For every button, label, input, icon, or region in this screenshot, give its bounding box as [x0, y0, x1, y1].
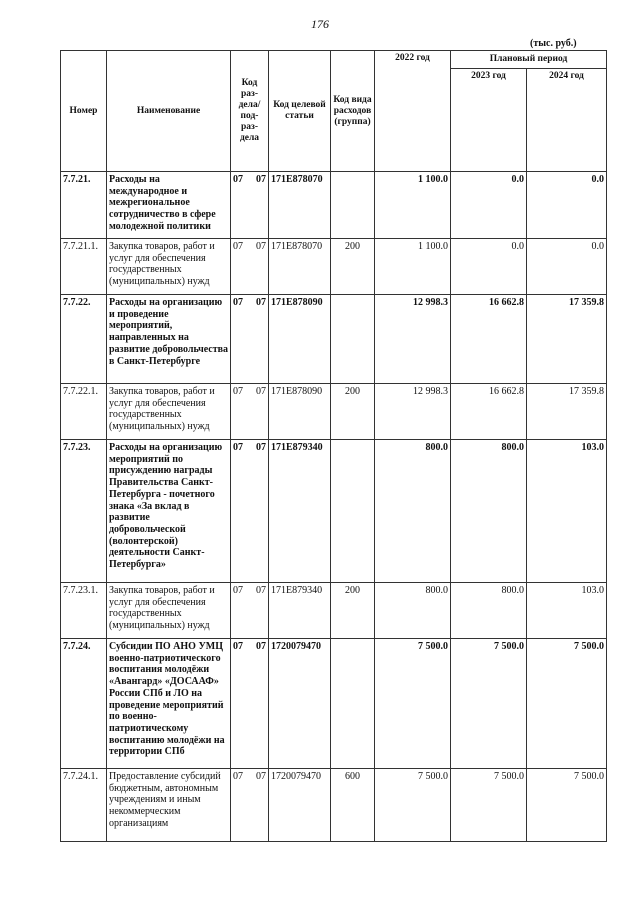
row-number: 7.7.23.1. — [61, 583, 107, 639]
row-section: 07 — [233, 771, 243, 782]
table-body — [61, 172, 607, 842]
row-section: 07 — [233, 386, 243, 397]
row-subsection: 07 — [256, 585, 266, 596]
table-row — [61, 639, 607, 769]
row-section-code — [231, 295, 269, 384]
row-target-code: 1720079470 — [269, 769, 331, 842]
budget-table — [60, 50, 607, 842]
row-name: Закупка товаров, работ и услуг для обеспечения государственных (муниципальных) нужд — [107, 239, 231, 295]
row-expense-type: 200 — [331, 239, 375, 295]
row-value-2022: 800.0 — [375, 583, 451, 639]
row-target-code: 171E879340 — [269, 440, 331, 583]
row-name: Предоставление субсидий бюджетным, автономным учреждениям и иным некоммерческим организациям — [107, 769, 231, 842]
row-subsection: 07 — [256, 771, 266, 782]
table-row — [61, 583, 607, 639]
row-section-code — [231, 384, 269, 440]
row-value-2022: 1 100.0 — [375, 239, 451, 295]
row-value-2022: 1 100.0 — [375, 172, 451, 239]
row-target-code: 171E878090 — [269, 384, 331, 440]
row-number: 7.7.22. — [61, 295, 107, 384]
row-subsection: 07 — [256, 174, 266, 185]
row-number: 7.7.24.1. — [61, 769, 107, 842]
row-value-2024: 103.0 — [527, 440, 607, 583]
row-subsection: 07 — [256, 241, 266, 252]
row-number: 7.7.21. — [61, 172, 107, 239]
row-value-2024: 0.0 — [527, 172, 607, 239]
table-row — [61, 769, 607, 842]
row-target-code: 171E878070 — [269, 239, 331, 295]
row-name: Расходы на организацию и проведение мероприятий, направленных на развитие добровольчества в Санкт-Петербурге — [107, 295, 231, 384]
row-value-2023: 16 662.8 — [451, 295, 527, 384]
row-section-code — [231, 639, 269, 769]
row-number: 7.7.21.1. — [61, 239, 107, 295]
header-year-2022: 2022 год — [375, 51, 451, 172]
row-section: 07 — [233, 297, 243, 308]
row-value-2022: 7 500.0 — [375, 639, 451, 769]
row-value-2022: 12 998.3 — [375, 384, 451, 440]
row-section: 07 — [233, 174, 243, 185]
header-year-2024: 2024 год — [527, 69, 607, 172]
row-value-2023: 0.0 — [451, 239, 527, 295]
row-expense-type — [331, 440, 375, 583]
row-target-code: 171E878070 — [269, 172, 331, 239]
row-expense-type — [331, 639, 375, 769]
header-year-2023: 2023 год — [451, 69, 527, 172]
row-subsection: 07 — [256, 386, 266, 397]
header-number: Номер — [61, 51, 107, 172]
table-row — [61, 239, 607, 295]
row-expense-type — [331, 295, 375, 384]
row-section-code — [231, 239, 269, 295]
row-subsection: 07 — [256, 297, 266, 308]
row-number: 7.7.24. — [61, 639, 107, 769]
row-number: 7.7.22.1. — [61, 384, 107, 440]
row-value-2024: 7 500.0 — [527, 769, 607, 842]
row-section: 07 — [233, 585, 243, 596]
row-value-2022: 7 500.0 — [375, 769, 451, 842]
row-number: 7.7.23. — [61, 440, 107, 583]
header-section-code: Код раз-дела/ под-раз-дела — [231, 51, 269, 172]
row-name: Закупка товаров, работ и услуг для обеспечения государственных (муниципальных) нужд — [107, 583, 231, 639]
row-name: Субсидии ПО АНО УМЦ военно-патриотического воспитания молодёжи «Авангард» «ДОСААФ» России СПб и ЛО на проведение мероприятий по военно-патриотическому воспитанию молодёжи на территории СПб — [107, 639, 231, 769]
table-row — [61, 172, 607, 239]
row-value-2022: 800.0 — [375, 440, 451, 583]
row-value-2024: 17 359.8 — [527, 295, 607, 384]
header-planned-period: Плановый период — [451, 51, 607, 69]
row-section-code — [231, 440, 269, 583]
header-name: Наименование — [107, 51, 231, 172]
row-value-2024: 0.0 — [527, 239, 607, 295]
row-value-2023: 16 662.8 — [451, 384, 527, 440]
table-row — [61, 384, 607, 440]
units-label: (тыс. руб.) — [530, 38, 577, 49]
row-section: 07 — [233, 641, 243, 652]
table-row — [61, 440, 607, 583]
row-section: 07 — [233, 442, 243, 453]
row-value-2023: 0.0 — [451, 172, 527, 239]
row-subsection: 07 — [256, 442, 266, 453]
row-expense-type: 200 — [331, 384, 375, 440]
row-value-2024: 17 359.8 — [527, 384, 607, 440]
row-expense-type — [331, 172, 375, 239]
row-target-code: 171E878090 — [269, 295, 331, 384]
row-name: Закупка товаров, работ и услуг для обеспечения государственных (муниципальных) нужд — [107, 384, 231, 440]
page-number: 176 — [311, 17, 329, 31]
header-target-code: Код целевой статьи — [269, 51, 331, 172]
row-value-2023: 7 500.0 — [451, 769, 527, 842]
row-section: 07 — [233, 241, 243, 252]
row-value-2023: 800.0 — [451, 583, 527, 639]
row-name: Расходы на организацию мероприятий по присуждению награды Правительства Санкт-Петербурга - почетного знака «За вклад в развитие добровольческой (волонтерской) деятельности Санкт-Петербурга» — [107, 440, 231, 583]
row-name: Расходы на международное и межрегиональное сотрудничество в сфере молодежной политики — [107, 172, 231, 239]
table-row — [61, 295, 607, 384]
row-value-2023: 7 500.0 — [451, 639, 527, 769]
row-expense-type: 200 — [331, 583, 375, 639]
row-value-2024: 103.0 — [527, 583, 607, 639]
header-expense-type: Код вида расходов (группа) — [331, 51, 375, 172]
row-section-code — [231, 583, 269, 639]
row-value-2022: 12 998.3 — [375, 295, 451, 384]
row-target-code: 171E879340 — [269, 583, 331, 639]
row-value-2023: 800.0 — [451, 440, 527, 583]
row-subsection: 07 — [256, 641, 266, 652]
row-section-code — [231, 769, 269, 842]
row-expense-type: 600 — [331, 769, 375, 842]
row-target-code: 1720079470 — [269, 639, 331, 769]
row-value-2024: 7 500.0 — [527, 639, 607, 769]
row-section-code — [231, 172, 269, 239]
